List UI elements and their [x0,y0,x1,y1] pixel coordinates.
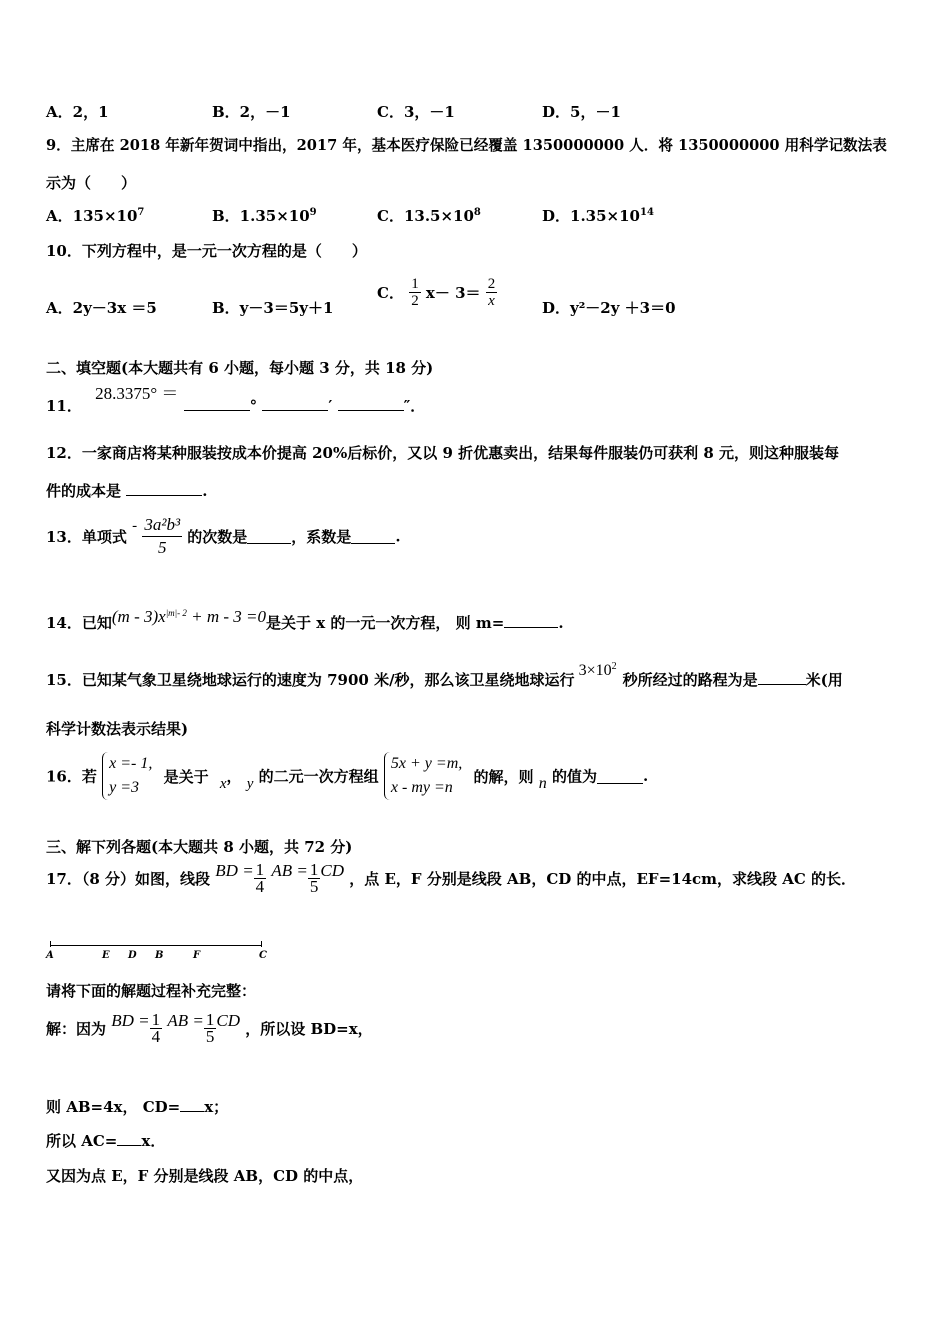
equation-system: 5x + y =m, x - my =n [384,752,462,800]
q10-option-b: B．y－3＝5y＋1 [212,299,334,317]
q15-line2: 科学计数法表示结果) [46,720,189,738]
section-3-heading: 三、解下列各题(本大题共 8 小题，共 72 分) [46,838,353,856]
q10-option-c: C． $\frac{1}{2}$ x－ 3＝ $\frac{2}{x}$ [377,276,496,309]
fraction: $\frac{1}{2}$ [411,276,419,309]
q9-stem-line2: 示为（ ） [46,174,137,192]
q15-line1: 15．已知某气象卫星绕地球运行的速度为 7900 米/秒，那么该卫星绕地球运行$3\times 10^2$秒所经过的路程为是 米(用 [46,661,843,689]
q8-option-c: C．3，－1 [377,103,455,121]
equation-system: x =- 1, y =3 [102,752,152,800]
point-label-b: B [155,950,164,961]
q8-option-b: B．2，－1 [212,103,291,121]
q10-option-a: A．2y－3x ＝5 [46,299,157,317]
point-label-f: F [193,950,201,961]
q14: 14．已知$(m - 3)x^{|m|- 2} + m - 3 =0$是关于 x 的一元一次方程， 则 m= . [46,607,564,632]
fraction: $\frac{2}{x}$ [487,276,496,309]
fraction: $\frac{\text{3a²b³}}{5}$ [144,515,181,557]
q10-option-d: D．y²－2y ＋3＝0 [542,299,676,317]
q10-stem: 10．下列方程中，是一元一次方程的是（ ） [46,242,367,260]
q12-line1: 12．一家商店将某种服装按成本价提高 20%后标价，又以 9 折优惠卖出，结果每件服装仍可获利 8 元，则这种服装每 [46,444,839,462]
q9-option-a: A．$135\times 10^7$ [46,207,145,225]
q9-option-d: D．$1.35\times 10^{14}$ [542,207,654,225]
point-label-e: E [102,950,110,961]
tick-a [50,941,51,947]
q17-instruction: 请将下面的解题过程补充完整： [46,982,257,1000]
q9-stem-line1: 9．主席在 2018 年新年贺词中指出，2017 年，基本医疗保险已经覆盖 1350000000 人．将 1350000000 用科学记数法表 [46,137,887,154]
q17-solution-line1: 则 AB=4x， CD= x； [46,1098,229,1116]
q9-option-b: B．$1.35\times 10^9$ [212,207,317,225]
segment-line [50,945,262,946]
q11: 11． 28.3375° ＝ ° ′ ″． [46,384,426,415]
q13: 13．单项式 - $\frac{\text{3a²b³}}{5}$ 的次数是 ，系数是 . [46,515,401,557]
q17-solution-start: 解：因为 BD = $\frac{1}{4}$ AB = $\frac{1}{5}$ CD ，所以设 BD=x， [46,1010,373,1046]
q8-option-d: D．5，－1 [542,103,621,121]
q17-solution-line3: 又因为点 E，F 分别是线段 AB，CD 的中点， [46,1167,364,1185]
point-label-d: D [128,950,137,961]
tick-c [261,941,262,947]
q17-solution-line2: 所以 AC= x． [46,1132,166,1150]
q16: 16．若 x =- 1, y =3 是关于 x， y 的二元一次方程组 5x + y =m, x - my =n 的解，则 n 的值为 . [46,752,648,800]
section-2-heading: 二、填空题(本大题共有 6 小题，每小题 3 分，共 18 分) [46,359,434,377]
q17-stem: 17．（8 分）如图，线段 BD = $\frac{1}{4}$ AB = $\frac{1}{5}$ CD ，点 E，F 分别是线段 AB，CD 的中点，EF=14cm，求线段 AC 的长． [46,860,857,896]
point-label-a: A [46,950,54,961]
q12-line2: 件的成本是 . [46,482,208,500]
q9-option-c: C．$13.5\times 10^8$ [377,207,481,225]
point-label-c: C [259,950,267,961]
q8-option-a: A．2，1 [46,103,109,121]
